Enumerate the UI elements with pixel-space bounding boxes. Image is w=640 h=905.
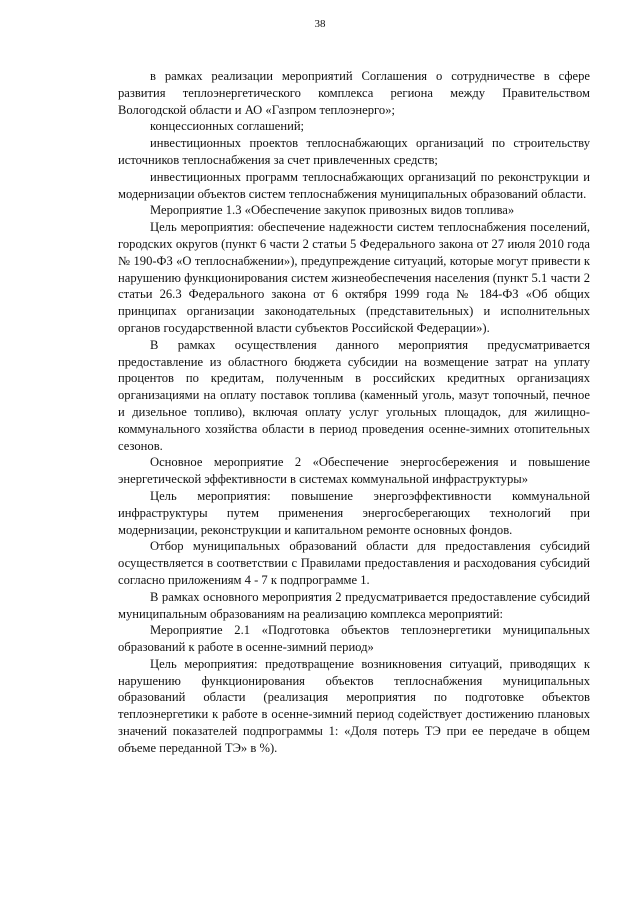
section-heading: Мероприятие 2.1 «Подготовка объектов теплоэнергетики муниципальных образований к работе в осенне-зимний период» bbox=[118, 623, 590, 655]
paragraph: Цель мероприятия: повышение энергоэффективности коммунальной инфраструктуры путем применения энергосберегающих технологий при модернизации, реконструкции и капитальном ремонте основных фондов. bbox=[118, 488, 590, 537]
section-heading: Мероприятие 1.3 «Обеспечение закупок привозных видов топлива» bbox=[150, 203, 515, 218]
paragraph: Отбор муниципальных образований области для предоставления субсидий осуществляется в соответствии с Правилами предоставления и расходования субсидий согласно приложениям 4 - 7 к подпрограмме 1. bbox=[118, 539, 590, 587]
paragraph: инвестиционных проектов теплоснабжающих организаций по строительству источников теплоснабжения за счет привлеченных средств; bbox=[118, 136, 590, 167]
section-heading: Основное мероприятие 2 «Обеспечение энергосбережения и повышение энергетической эффективности в системах коммунальной инфраструктуры» bbox=[118, 455, 590, 487]
paragraph: Цель мероприятия: предотвращение возникновения ситуаций, приводящих к нарушению функционирования объектов теплоснабжения муниципальных образований области (реализация мероприятия по подготовке объектов теплоэнергетики к работе в осенне-зимний период содействует достижению плановых значений показателей подпрограммы 1: «Доля потерь ТЭ при ее передаче в общем объеме переданной ТЭ» в %). bbox=[118, 656, 590, 755]
paragraph: инвестиционных программ теплоснабжающих организаций по реконструкции и модернизации объектов систем теплоснабжения муниципальных образований области. bbox=[118, 169, 590, 201]
paragraph: в рамках реализации мероприятий Соглашения о сотрудничестве в сфере развития теплоэнергетического комплекса региона между Правительством Вологодской области и АО «Газпром теплоэнерго»; bbox=[118, 69, 590, 117]
document-body bbox=[118, 68, 590, 757]
paragraph: Цель мероприятия: обеспечение надежности систем теплоснабжения поселений, городских округов (пункт 6 части 2 статьи 5 Федерального закона от 27 июля 2010 года № 190-ФЗ «О теплоснабжении»), предупреждение ситуаций, которые могут привести к нарушению функционирования систем жизнеобеспечения населения (пункт 5.1 части 2 статьи 26.3 Федерального закона от 6 октября 1999 года № 184-ФЗ «Об общих принципах организации законодательных (представительных) и исполнительных органов государственной власти субъектов Российской Федерации»). bbox=[118, 220, 590, 335]
page-number: 38 bbox=[314, 18, 326, 30]
paragraph: концессионных соглашений; bbox=[150, 119, 305, 134]
paragraph: В рамках осуществления данного мероприятия предусматривается предоставление из областного бюджета субсидии на возмещение затрат на уплату процентов по кредитам, полученным в российских кредитных организациях организациями на оплату поставок топлива (каменный уголь, мазут топочный, печное и дизельное топливо), включая оплату услуг угольных площадок, для жилищно-коммунального хозяйства области в период проведения осенне-зимних отопительных сезонов. bbox=[118, 337, 590, 453]
paragraph: В рамках основного мероприятия 2 предусматривается предоставление субсидий муниципальным образованиям на реализацию комплекса мероприятий: bbox=[118, 589, 590, 621]
